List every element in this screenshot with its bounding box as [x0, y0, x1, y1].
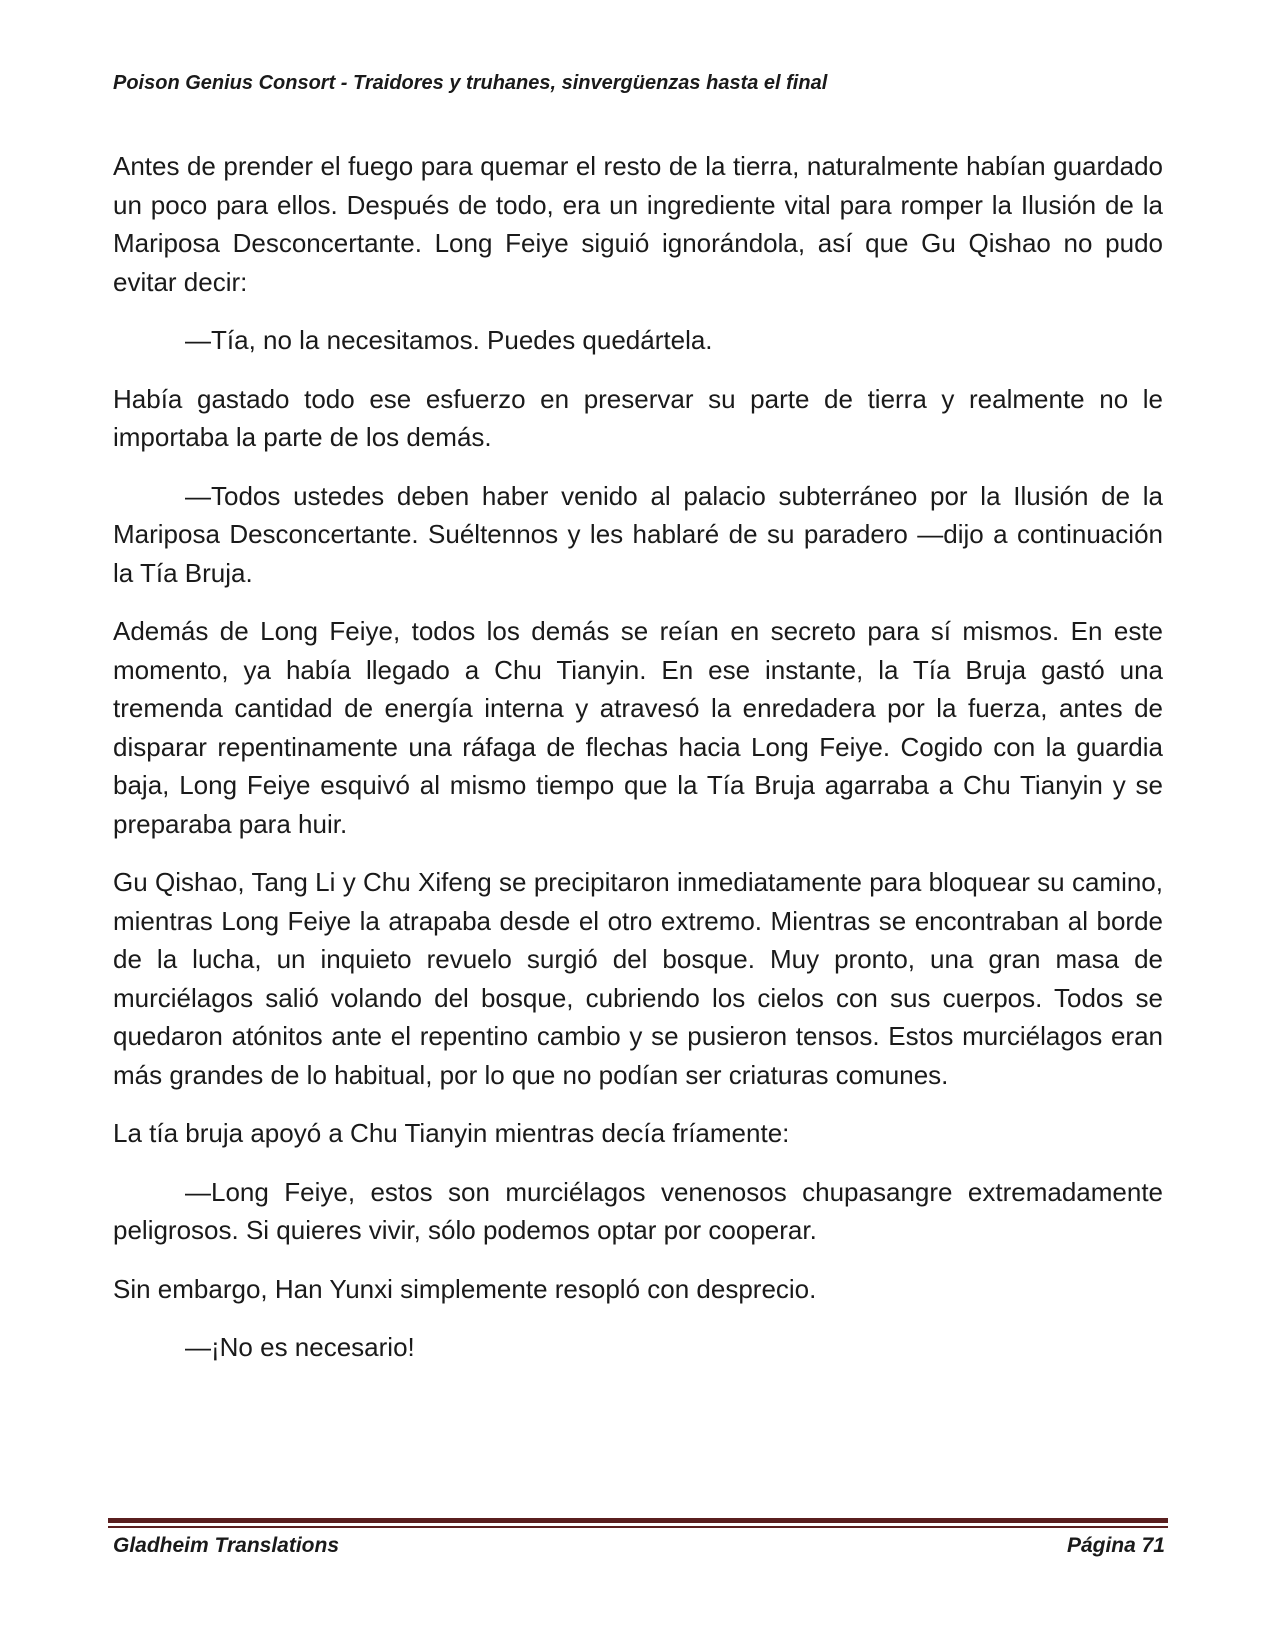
- footer-translator: Gladheim Translations: [113, 1534, 340, 1557]
- page-header: Poison Genius Consort - Traidores y truhanes, sinvergüenzas hasta el final: [113, 72, 828, 94]
- dialogue-paragraph: —Long Feiye, estos son murciélagos venenosos chupasangre extremadamente peligrosos. Si quieres vivir, sólo podemos optar por cooperar.: [113, 1176, 1163, 1245]
- paragraph: La tía bruja apoyó a Chu Tianyin mientras decía fríamente:: [113, 1118, 790, 1148]
- paragraph: Además de Long Feiye, todos los demás se reían en secreto para sí mismos. En este momento, ya había llegado a Chu Tianyin. En ese instante, la Tía Bruja gastó una tremenda cantidad de energía interna y atravesó la enredadera por la fuerza, antes de disparar repentinamente una ráfaga de flechas hacia Long Feiye. Cogido con la guardia baja, Long Feiye esquivó al mismo tiempo que la Tía Bruja agarraba a Chu Tianyin y se preparaba para huir.: [113, 616, 1163, 839]
- dialogue-paragraph: —Tía, no la necesitamos. Puedes quedártela.: [185, 325, 713, 355]
- page-number: Página 71: [1066, 1534, 1165, 1557]
- dialogue-paragraph: —¡No es necesario!: [185, 1332, 415, 1362]
- footer-divider-thin: [108, 1526, 1168, 1528]
- dialogue-paragraph: —Todos ustedes deben haber venido al palacio subterráneo por la Ilusión de la Mariposa Desconcertante. Suéltennos y les hablaré de su paradero —dijo a continuación la Tía Bruja.: [113, 480, 1163, 588]
- paragraph: Sin embargo, Han Yunxi simplemente resopló con desprecio.: [113, 1273, 817, 1304]
- body-text: [113, 147, 1163, 1387]
- paragraph: Gu Qishao, Tang Li y Chu Xifeng se precipitaron inmediatamente para bloquear su camino, mientras Long Feiye la atrapaba desde el otro extremo. Mientras se encontraban al borde de la lucha, un inquieto revuelo surgió del bosque. Muy pronto, una gran masa de murciélagos salió volando del bosque, cubriendo los cielos con sus cuerpos. Todos se quedaron atónitos ante el repentino cambio y se pusieron tensos. Estos murciélagos eran más grandes de lo habitual, por lo que no podían ser criaturas comunes.: [113, 867, 1163, 1090]
- paragraph: Antes de prender el fuego para quemar el resto de la tierra, naturalmente habían guardado un poco para ellos. Después de todo, era un ingrediente vital para romper la Ilusión de la Mariposa Desconcertante. Long Feiye siguió ignorándola, así que Gu Qishao no pudo evitar decir:: [113, 151, 1163, 297]
- footer-divider: [108, 1518, 1168, 1523]
- paragraph: Había gastado todo ese esfuerzo en preservar su parte de tierra y realmente no le importaba la parte de los demás.: [113, 383, 1163, 452]
